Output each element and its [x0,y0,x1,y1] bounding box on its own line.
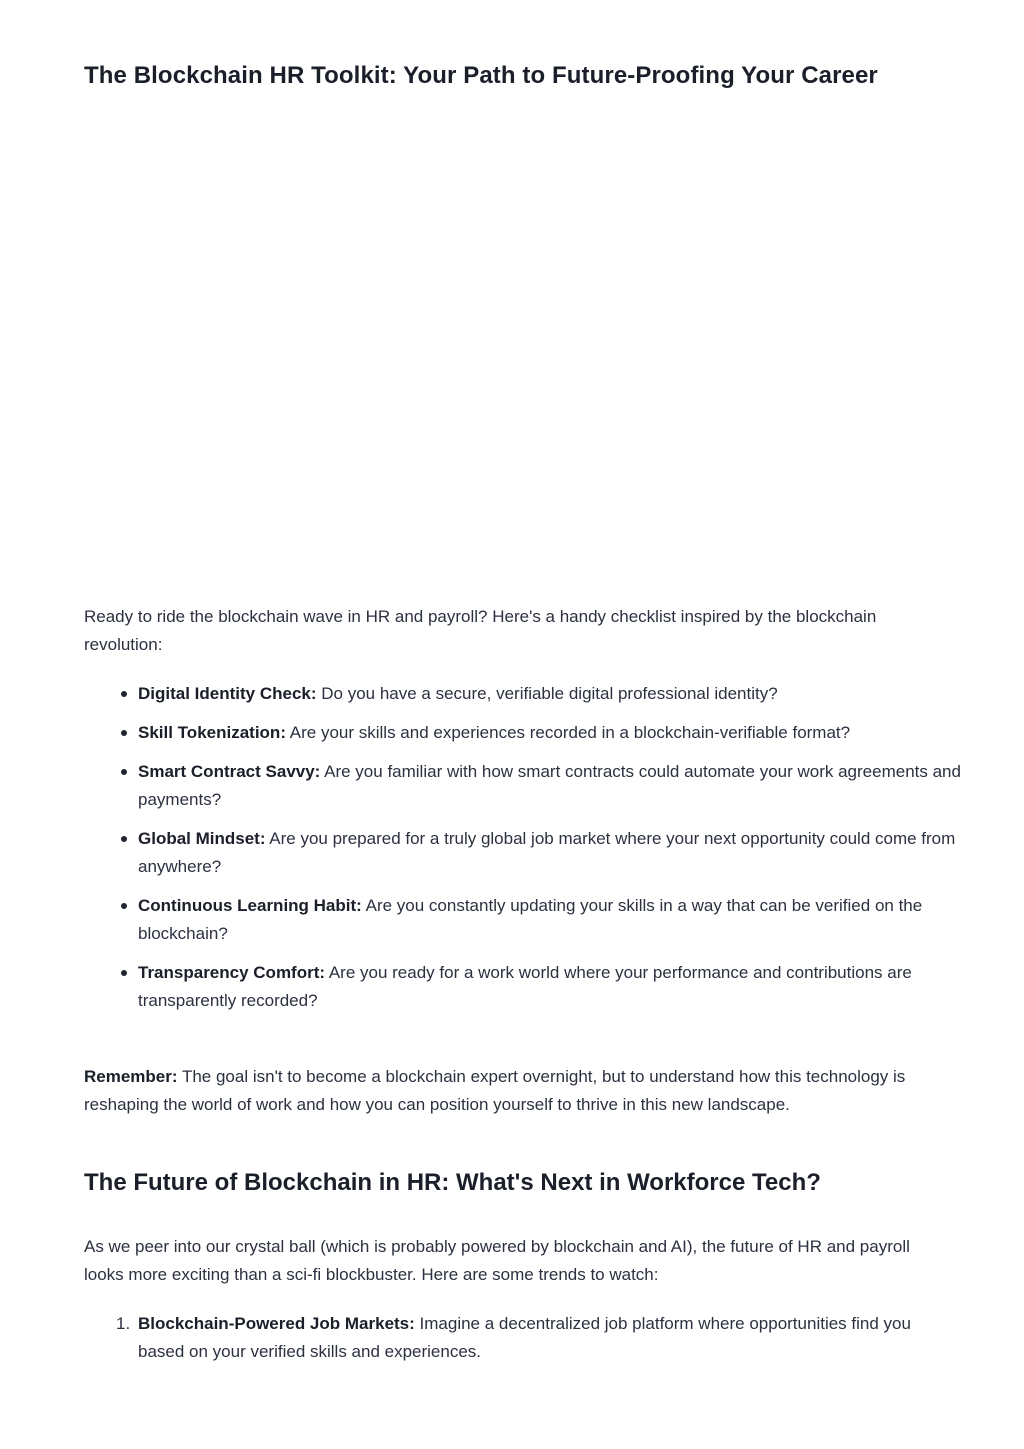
list-item-label: Continuous Learning Habit: [138,896,362,915]
list-item-label: Transparency Comfort: [138,963,326,982]
section-heading: The Future of Blockchain in HR: What's Next in Workforce Tech? [84,1169,821,1196]
list-item-text: Imagine a decentralized job platform where opportunities find you based on your verified skills and experiences. [138,1314,911,1361]
blank-image-area [84,150,934,570]
checklist [84,680,988,1026]
list-item-number: 1. [116,1314,131,1333]
list-item-text: Are your skills and experiences recorded in a blockchain-verifiable format? [285,723,851,742]
list-item [138,892,988,948]
list-item-label: Digital Identity Check: [138,684,317,703]
list-item-text: Are you prepared for a truly global job market where your next opportunity could come from anywhere? [138,829,956,876]
list-item-text: Do you have a secure, verifiable digital professional identity? [316,684,778,703]
future-intro-paragraph: As we peer into our crystal ball (which is probably powered by blockchain and AI), the future of HR and payroll looks more exciting than a sci-fi blockbuster. Here are some trends to watch: [84,1237,910,1284]
list-item-label: Global Mindset: [138,829,266,848]
trends-list [84,1310,988,1366]
remember-paragraph [84,1063,924,1119]
list-item-text: Are you ready for a work world where your performance and contributions are transparently recorded? [138,963,912,1010]
list-item-text: Are you familiar with how smart contracts could automate your work agreements and payments? [138,762,961,809]
list-item [138,719,988,747]
list-item [138,825,988,881]
remember-label: Remember: [84,1067,178,1086]
intro-paragraph: Ready to ride the blockchain wave in HR and payroll? Here's a handy checklist inspired by the blockchain revolution: [84,607,877,654]
list-item-label: Skill Tokenization: [138,723,286,742]
remember-text: The goal isn't to become a blockchain expert overnight, but to understand how this technology is reshaping the world of work and how you can position yourself to thrive in this new landscape. [84,1067,906,1114]
page-title: The Blockchain HR Toolkit: Your Path to Future-Proofing Your Career [84,62,878,89]
list-item [116,1310,988,1366]
list-item [138,680,988,708]
list-item [138,959,988,1015]
list-item-text: Are you constantly updating your skills in a way that can be verified on the blockchain? [138,896,923,943]
list-item-label: Blockchain-Powered Job Markets: [138,1314,415,1333]
list-item-label: Smart Contract Savvy: [138,762,321,781]
list-item [138,758,988,814]
